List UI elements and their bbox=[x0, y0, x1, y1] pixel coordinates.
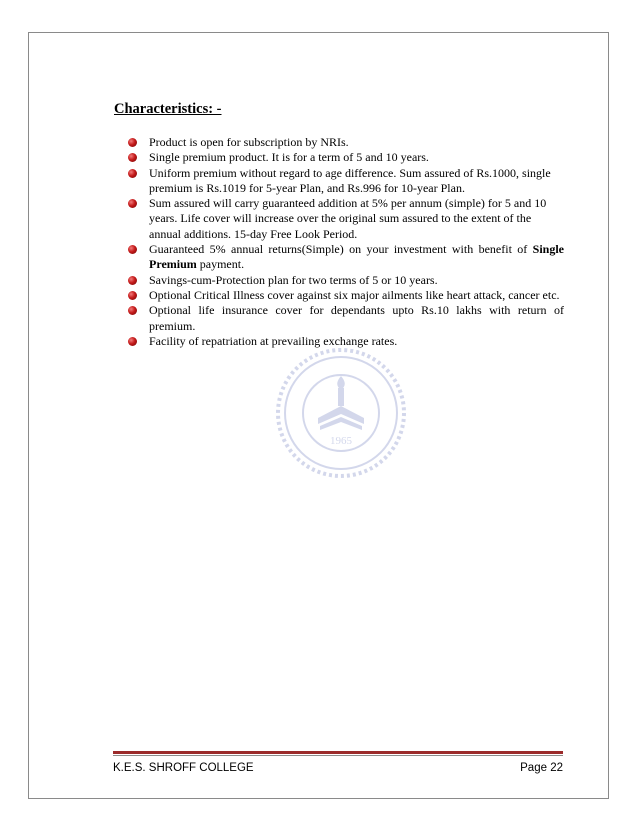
bullet-icon bbox=[128, 291, 137, 300]
page-number: Page 22 bbox=[520, 762, 563, 774]
list-item: Optional life insurance cover for dependants upto Rs.10 lakhs with return of premium. bbox=[128, 303, 564, 334]
college-seal-watermark bbox=[274, 346, 408, 480]
list-item: Savings-cum-Protection plan for two terms of 5 or 10 years. bbox=[128, 273, 564, 288]
list-item: Single premium product. It is for a term of 5 and 10 years. bbox=[128, 150, 564, 165]
bullet-icon bbox=[128, 276, 137, 285]
bullet-icon bbox=[128, 337, 137, 346]
footer-rule-thin bbox=[113, 755, 563, 756]
characteristics-list bbox=[128, 135, 564, 349]
footer-college-name: K.E.S. SHROFF COLLEGE bbox=[113, 762, 254, 774]
watermark-year: 1965 bbox=[330, 435, 352, 447]
list-item: Facility of repatriation at prevailing exchange rates. bbox=[128, 334, 564, 349]
bullet-icon bbox=[128, 138, 137, 147]
bullet-icon bbox=[128, 245, 137, 254]
section-heading: Characteristics: - bbox=[114, 101, 222, 117]
list-item: Guaranteed 5% annual returns(Simple) on your investment with benefit of Single Premium payment. bbox=[128, 242, 564, 273]
bullet-icon bbox=[128, 153, 137, 162]
bullet-icon bbox=[128, 169, 137, 178]
list-item: Sum assured will carry guaranteed addition at 5% per annum (simple) for 5 and 10 years. Life cover will increase over the original sum assured to the extent of the annual additions. 15-day Free Look Period. bbox=[128, 196, 564, 242]
footer-rule bbox=[113, 751, 563, 754]
list-item: Uniform premium without regard to age difference. Sum assured of Rs.1000, single premium is Rs.1019 for 5-year Plan, and Rs.996 for 10-year Plan. bbox=[128, 166, 564, 197]
list-item: Optional Critical Illness cover against six major ailments like heart attack, cancer etc. bbox=[128, 288, 564, 303]
bullet-icon bbox=[128, 306, 137, 315]
bullet-icon bbox=[128, 199, 137, 208]
list-item: Product is open for subscription by NRIs. bbox=[128, 135, 564, 150]
bold-text: Single Premium bbox=[149, 242, 564, 272]
